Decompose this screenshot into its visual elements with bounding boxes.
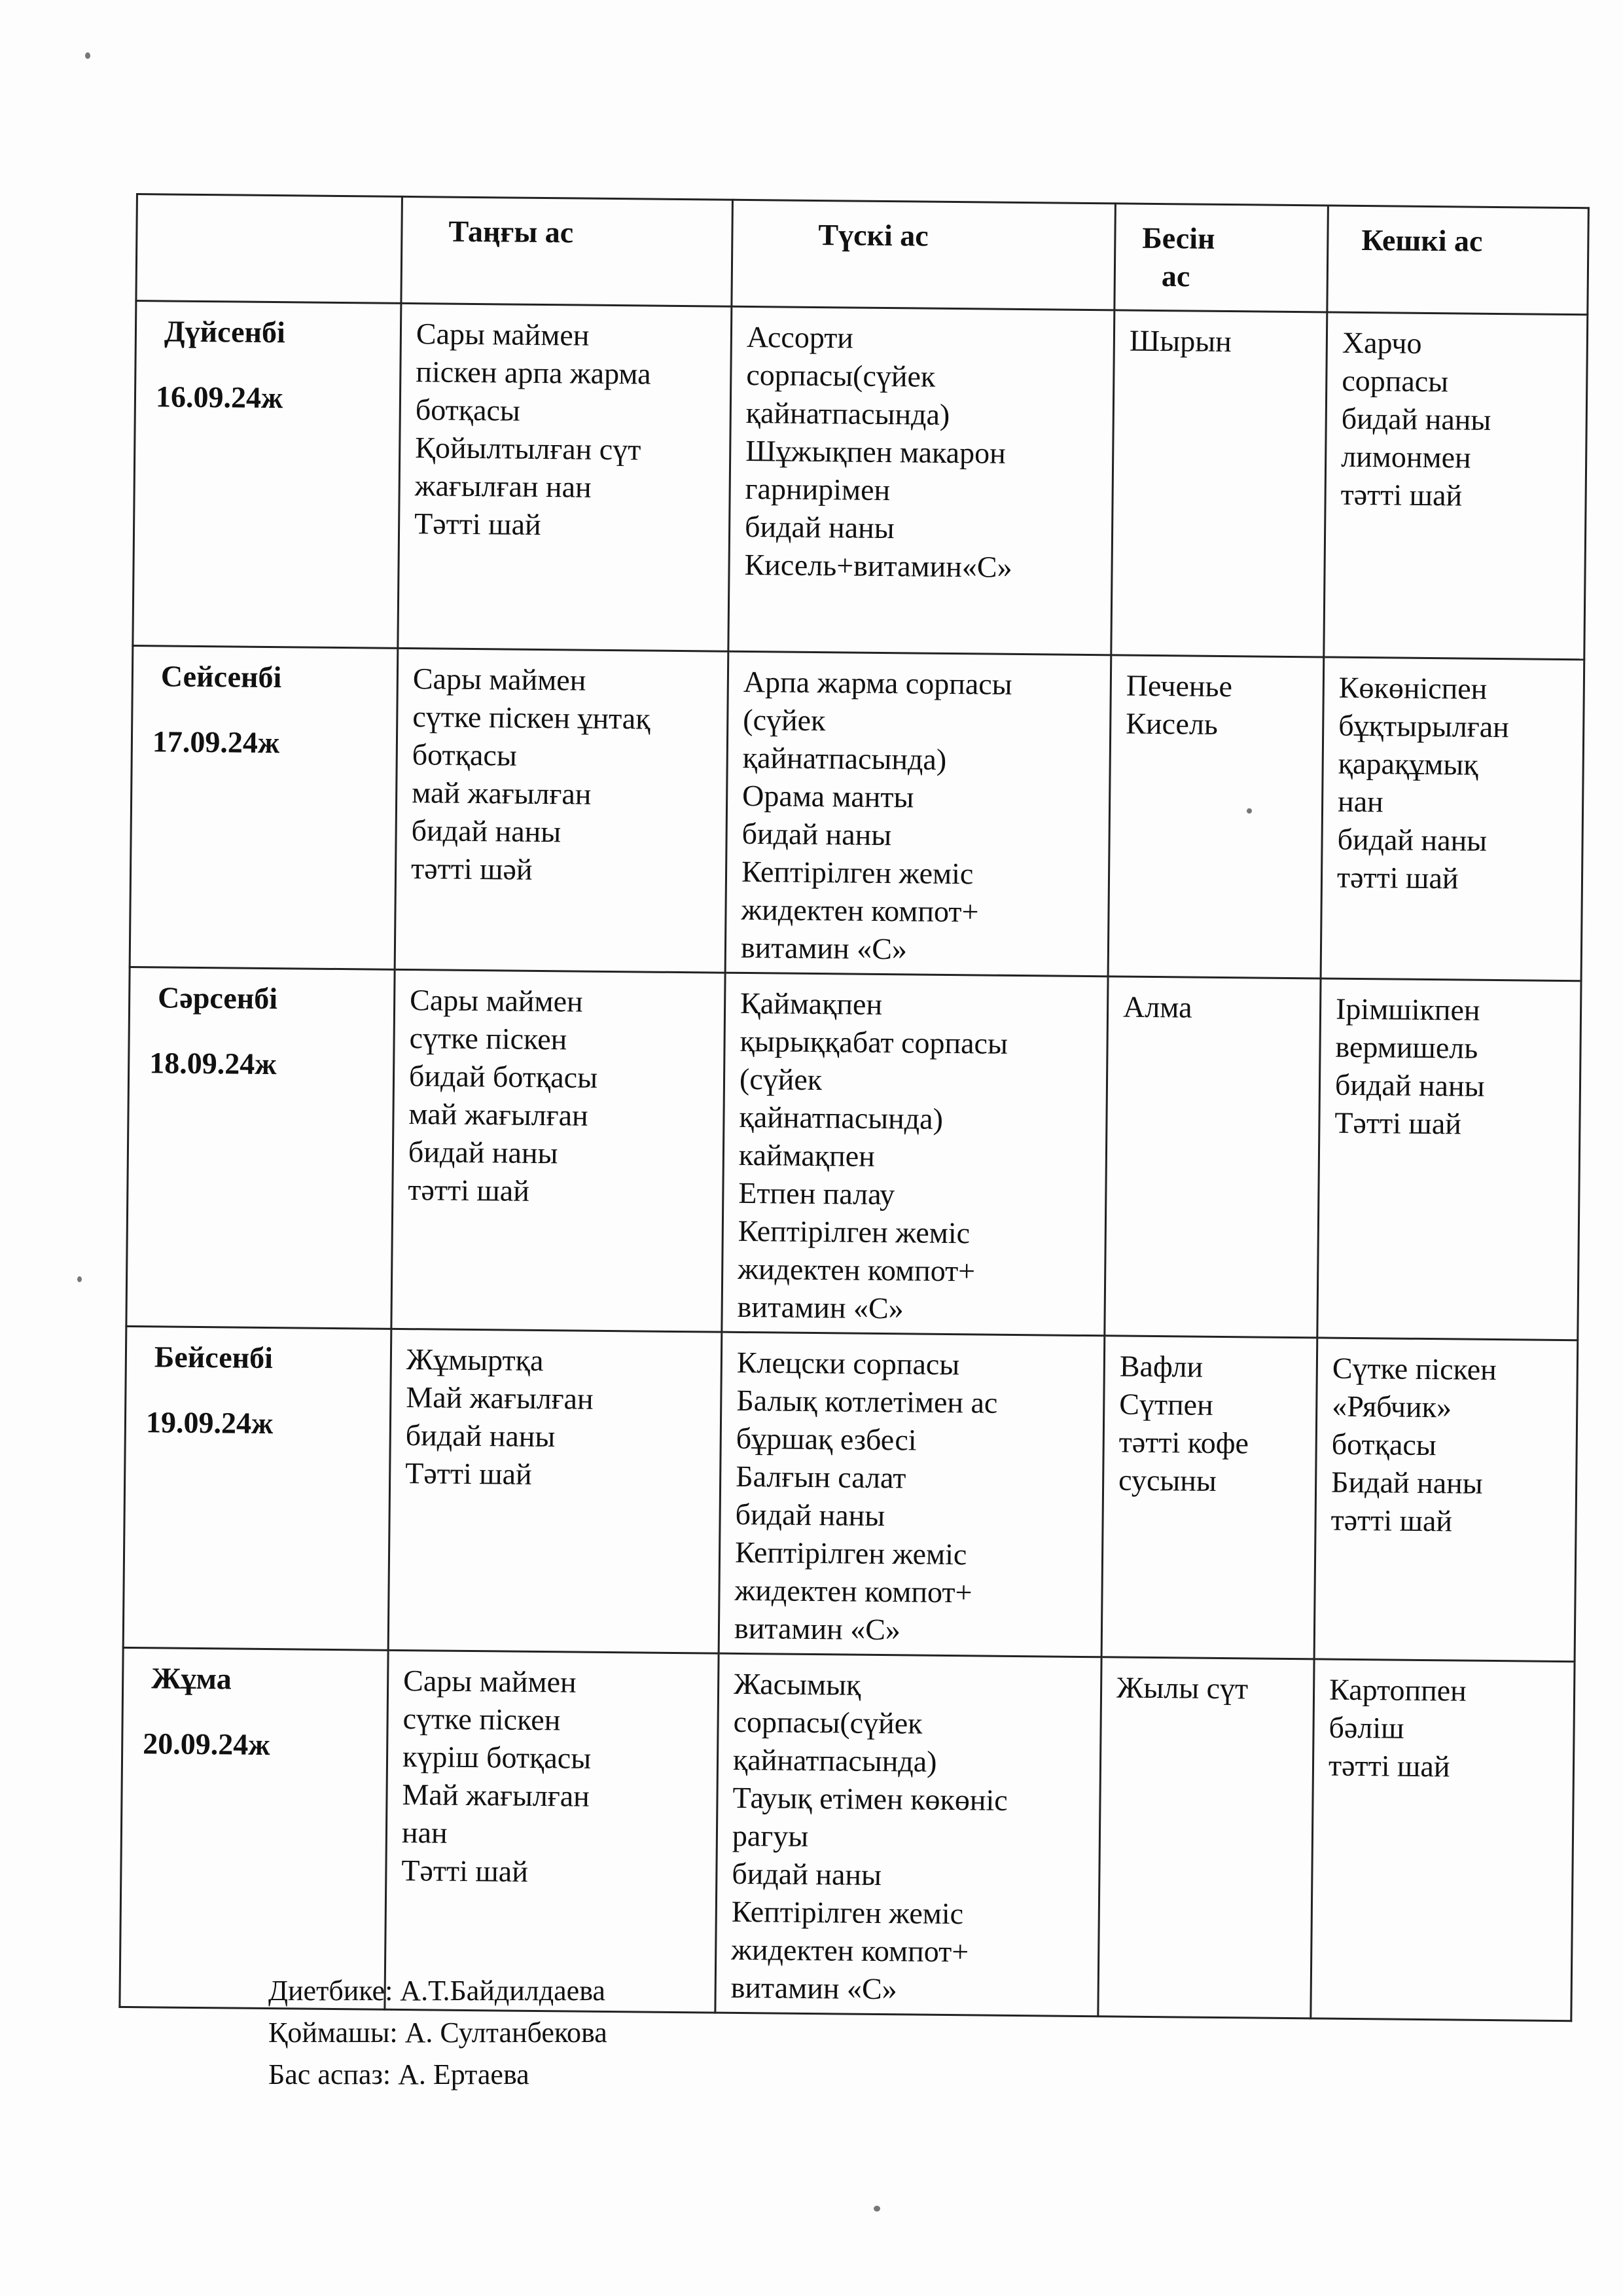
lunch-item: жидектен компот+	[734, 1573, 972, 1609]
menu-row	[126, 967, 1581, 1340]
day-cell	[120, 1647, 388, 2009]
header-snack-line1: Бесін	[1142, 221, 1215, 255]
breakfast-item: бидай ботқасы	[408, 1059, 598, 1094]
menu-row	[120, 1647, 1575, 2020]
lunch-item: сорпасы(сүйек	[746, 357, 936, 393]
day-date: 17.09.24ж	[152, 725, 280, 760]
breakfast-item: жағылған нан	[414, 469, 592, 504]
lunch-item: Кептірілген жеміс	[734, 1535, 967, 1571]
lunch-item: Ассорти	[746, 319, 854, 355]
breakfast-item: бидай наны	[405, 1418, 556, 1454]
lunch-item: бұршақ езбесі	[736, 1421, 917, 1457]
snack-item: тәтті кофе	[1118, 1425, 1249, 1460]
breakfast-item: сүтке піскен	[409, 1021, 567, 1056]
signatures	[268, 1970, 607, 2096]
lunch-item: гарнирімен	[745, 471, 891, 507]
breakfast-item: сүтке піскен ұнтақ	[412, 700, 651, 736]
dinner-item: лимонмен	[1340, 439, 1471, 475]
dinner-item: тәтті шай	[1330, 1503, 1453, 1538]
dinner-item: нан	[1337, 784, 1384, 819]
lunch-item: витамин «С»	[740, 930, 908, 966]
dinner-item: Картоппен	[1329, 1672, 1467, 1708]
lunch-cell	[719, 1332, 1105, 1657]
dinner-item: сорпасы	[1342, 363, 1449, 399]
dinner-item: Сүтке піскен	[1332, 1351, 1497, 1387]
dinner-item: Харчо	[1342, 325, 1422, 360]
breakfast-item: Қойылтылған сүт	[415, 431, 641, 467]
dinner-item: Көкөніспен	[1338, 670, 1488, 706]
lunch-item: Балғын салат	[735, 1459, 906, 1495]
header-row	[136, 194, 1588, 315]
lunch-item: витамин «С»	[734, 1611, 901, 1647]
dinner-item: тәтті шай	[1340, 477, 1463, 512]
breakfast-item: Сары маймен	[409, 983, 583, 1018]
lunch-item: бидай наны	[735, 1497, 885, 1533]
day-name: Дүйсенбі	[164, 314, 286, 350]
breakfast-item: күріш ботқасы	[402, 1740, 592, 1775]
dinner-item: бұқтырылған	[1338, 708, 1510, 744]
snack-item: Вафли	[1119, 1349, 1204, 1384]
dinner-item: «Рябчик»	[1332, 1389, 1452, 1424]
lunch-item: қайнатпасында)	[745, 395, 950, 431]
lunch-item: витамин «С»	[730, 1970, 897, 2006]
snack-item: сусыны	[1118, 1463, 1217, 1498]
dinner-item: Тәтті шай	[1334, 1105, 1462, 1141]
day-cell	[133, 301, 401, 649]
day-cell	[123, 1326, 391, 1650]
snack-cell	[1111, 310, 1327, 657]
dinner-cell	[1314, 1338, 1578, 1662]
breakfast-cell	[395, 648, 728, 973]
day-date: 20.09.24ж	[143, 1727, 270, 1762]
scan-speck	[85, 52, 90, 59]
breakfast-item: ботқасы	[412, 738, 518, 772]
day-date: 19.09.24ж	[145, 1405, 274, 1441]
breakfast-item: Сары маймен	[402, 1664, 577, 1699]
lunch-item: бидай наны	[744, 509, 895, 545]
header-snack	[1115, 204, 1329, 312]
breakfast-item: Жұмыртқа	[406, 1342, 544, 1378]
lunch-cell	[725, 651, 1111, 977]
breakfast-item: май жағылған	[411, 776, 592, 811]
lunch-item: жидектен компот+	[741, 892, 979, 929]
lunch-item: Орама манты	[741, 778, 914, 814]
lunch-item: жидектен компот+	[738, 1251, 976, 1288]
lunch-item: (сүйек	[739, 1062, 823, 1097]
header-day	[136, 194, 402, 304]
dinner-item: ботқасы	[1331, 1427, 1436, 1462]
breakfast-cell	[391, 969, 725, 1332]
day-date: 18.09.24ж	[149, 1046, 277, 1081]
lunch-item: Кептірілген жеміс	[741, 854, 974, 891]
header-breakfast: Таңғы ас	[401, 196, 733, 306]
breakfast-item: Май жағылған	[402, 1778, 590, 1813]
lunch-item: бидай наны	[741, 816, 892, 852]
lunch-item: Балық котлетімен ас	[736, 1383, 998, 1420]
lunch-item: қайнатпасында)	[732, 1742, 937, 1778]
dinner-item: бидай наны	[1334, 1067, 1485, 1103]
day-cell	[126, 967, 395, 1329]
snack-cell	[1098, 1657, 1314, 2018]
breakfast-item: тәтті шәй	[410, 852, 533, 886]
breakfast-item: піскен арпа жарма	[416, 355, 651, 391]
menu-row	[133, 301, 1588, 660]
breakfast-item: Тәтті шай	[405, 1456, 532, 1491]
signature-storekeeper: Қоймашы: А. Султанбекова	[268, 2017, 607, 2049]
breakfast-item: Тәтті шай	[414, 507, 541, 541]
dinner-item: тәтті шай	[1336, 860, 1459, 895]
snack-cell	[1108, 655, 1324, 978]
breakfast-cell	[385, 1650, 719, 2013]
scan-speck	[1247, 808, 1252, 814]
lunch-item: (сүйек	[743, 702, 826, 738]
snack-item: Кисель	[1126, 706, 1219, 741]
dinner-cell	[1324, 312, 1588, 660]
dinner-item: вермишель	[1335, 1030, 1478, 1065]
dinner-item: бәліш	[1329, 1710, 1404, 1745]
signature-head-chef: Бас аспаз: А. Ертаева	[268, 2058, 529, 2090]
snack-item: Сүтпен	[1119, 1387, 1213, 1422]
lunch-item: Қаймақпен	[740, 986, 883, 1021]
lunch-item: Тауық етімен көкөніс	[732, 1780, 1008, 1817]
breakfast-item: сүтке піскен	[402, 1702, 561, 1737]
snack-item: Печенье	[1126, 668, 1233, 704]
breakfast-item: май жағылған	[408, 1097, 588, 1132]
dinner-cell	[1311, 1659, 1575, 2021]
header-dinner: Кешкі ас	[1327, 206, 1589, 315]
lunch-item: Клецски сорпасы	[736, 1345, 960, 1382]
lunch-item: каймақпен	[738, 1138, 876, 1173]
lunch-item: Шұжықпен макарон	[745, 433, 1006, 470]
lunch-item: Кептірілген жеміс	[731, 1894, 964, 1931]
dinner-cell	[1317, 978, 1581, 1340]
day-name: Жұма	[151, 1661, 232, 1696]
breakfast-item: тәтті шай	[408, 1173, 530, 1208]
breakfast-cell	[398, 303, 732, 651]
breakfast-item: бидай наны	[408, 1135, 558, 1170]
breakfast-item: бидай наны	[411, 814, 562, 849]
snack-item: Шырын	[1129, 323, 1232, 359]
breakfast-item: Тәтті шай	[401, 1854, 529, 1888]
menu-row	[123, 1326, 1578, 1661]
lunch-item: Кисель+витамин«С»	[744, 547, 1012, 584]
lunch-item: сорпасы(сүйек	[733, 1704, 923, 1740]
day-name: Сейсенбі	[160, 659, 282, 694]
header-snack-line2: ас	[1161, 259, 1190, 293]
dinner-item: қарақұмық	[1338, 746, 1478, 781]
breakfast-item: Май жағылған	[406, 1380, 594, 1416]
dinner-item: тәтті шай	[1328, 1748, 1450, 1784]
lunch-item: витамин «С»	[737, 1289, 904, 1325]
lunch-item: қайнатпасында)	[742, 740, 947, 776]
dinner-item: Бидай наны	[1330, 1465, 1483, 1500]
lunch-item: қайнатпасында)	[739, 1100, 944, 1136]
lunch-cell	[722, 973, 1108, 1336]
dinner-cell	[1321, 657, 1584, 981]
snack-cell	[1101, 1336, 1317, 1659]
lunch-item: жидектен компот+	[731, 1932, 969, 1969]
lunch-item: Жасымық	[733, 1666, 861, 1702]
dinner-item: Ірімшікпен	[1335, 992, 1480, 1027]
signature-dietitian: Диетбике: А.Т.Байдилдаева	[268, 1975, 605, 2007]
day-name: Бейсенбі	[154, 1340, 274, 1375]
lunch-cell	[715, 1653, 1101, 2017]
breakfast-item: ботқасы	[415, 393, 521, 427]
snack-item: Алма	[1122, 990, 1192, 1024]
breakfast-item: Сары маймен	[412, 662, 586, 697]
lunch-item: Кептірілген жеміс	[738, 1213, 971, 1250]
scan-speck	[874, 2206, 880, 2212]
lunch-item: рагуы	[732, 1818, 809, 1853]
lunch-cell	[728, 306, 1115, 655]
day-name: Сәрсенбі	[157, 980, 278, 1016]
menu-row	[130, 645, 1584, 980]
day-cell	[130, 645, 398, 969]
breakfast-item: нан	[401, 1816, 448, 1850]
weekly-menu-table	[118, 193, 1590, 2022]
lunch-item: қырыққабат сорпасы	[740, 1024, 1008, 1060]
breakfast-item: Сары маймен	[416, 317, 590, 352]
lunch-item: бидай наны	[732, 1856, 882, 1892]
dinner-item: бидай наны	[1337, 822, 1488, 857]
snack-item: Жылы сүт	[1116, 1670, 1249, 1706]
lunch-item: Етпен палау	[738, 1175, 895, 1211]
scan-speck	[77, 1276, 82, 1282]
dinner-item: бидай наны	[1341, 401, 1491, 437]
snack-cell	[1105, 977, 1321, 1338]
day-date: 16.09.24ж	[155, 380, 283, 415]
breakfast-cell	[388, 1329, 722, 1653]
lunch-item: Арпа жарма сорпасы	[743, 664, 1012, 701]
header-lunch: Түскі ас	[732, 200, 1116, 310]
menu-body	[120, 301, 1588, 2021]
